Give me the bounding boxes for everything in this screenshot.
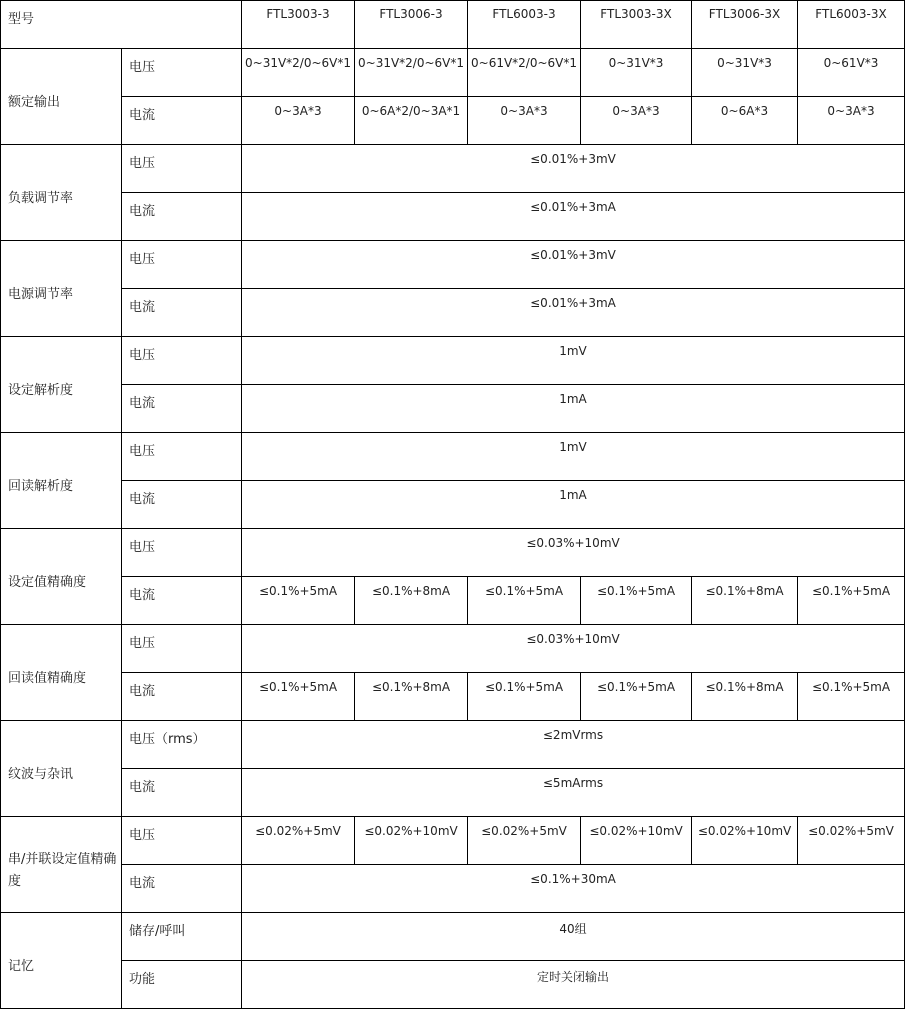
spec-category: 纹波与杂讯 [1, 721, 122, 817]
spec-category: 电源调节率 [1, 241, 122, 337]
spec-value: ≤0.02%+5mV [242, 817, 355, 865]
model-header: FTL6003-3 [468, 1, 581, 49]
spec-row [1, 577, 905, 625]
spec-value: ≤0.03%+10mV [242, 529, 905, 577]
spec-subitem: 电流 [122, 193, 242, 241]
spec-value: ≤0.1%+30mA [242, 865, 905, 913]
spec-value: ≤0.1%+5mA [242, 577, 355, 625]
spec-value: ≤0.1%+8mA [692, 673, 798, 721]
spec-row [1, 769, 905, 817]
spec-subitem: 电流 [122, 577, 242, 625]
spec-value: ≤0.1%+5mA [468, 673, 581, 721]
spec-row [1, 241, 905, 289]
spec-value: 0~6A*2/0~3A*1 [355, 97, 468, 145]
spec-subitem: 储存/呼叫 [122, 913, 242, 961]
spec-subitem: 电压 [122, 49, 242, 97]
spec-row [1, 385, 905, 433]
spec-value: 0~31V*2/0~6V*1 [355, 49, 468, 97]
spec-value: 定时关闭输出 [242, 961, 905, 1009]
spec-row [1, 961, 905, 1009]
spec-value: ≤0.01%+3mA [242, 289, 905, 337]
spec-value: ≤0.1%+5mA [798, 577, 905, 625]
spec-row [1, 145, 905, 193]
spec-subitem: 电压 [122, 145, 242, 193]
spec-subitem: 电流 [122, 97, 242, 145]
spec-value: ≤5mArms [242, 769, 905, 817]
spec-row [1, 913, 905, 961]
spec-category: 回读值精确度 [1, 625, 122, 721]
spec-value: ≤0.03%+10mV [242, 625, 905, 673]
spec-value: 0~31V*3 [692, 49, 798, 97]
spec-value: ≤0.02%+5mV [798, 817, 905, 865]
spec-value: 0~31V*2/0~6V*1 [242, 49, 355, 97]
spec-subitem: 电流 [122, 385, 242, 433]
spec-value: 1mV [242, 433, 905, 481]
header-row [1, 1, 905, 49]
spec-row [1, 481, 905, 529]
spec-category: 设定解析度 [1, 337, 122, 433]
spec-value: 0~3A*3 [798, 97, 905, 145]
spec-row [1, 289, 905, 337]
spec-subitem: 电压 [122, 817, 242, 865]
spec-table-body [1, 1, 905, 1009]
spec-subitem: 电流 [122, 673, 242, 721]
spec-value: ≤0.02%+10mV [581, 817, 692, 865]
spec-row [1, 49, 905, 97]
spec-row [1, 865, 905, 913]
spec-subitem: 电压 [122, 337, 242, 385]
spec-subitem: 功能 [122, 961, 242, 1009]
spec-value: ≤0.01%+3mV [242, 145, 905, 193]
spec-subitem: 电流 [122, 289, 242, 337]
spec-value: 1mV [242, 337, 905, 385]
spec-value: ≤0.1%+5mA [242, 673, 355, 721]
spec-row [1, 625, 905, 673]
spec-value: ≤0.1%+5mA [581, 577, 692, 625]
spec-value: ≤0.01%+3mV [242, 241, 905, 289]
spec-value: ≤0.1%+8mA [355, 577, 468, 625]
model-header: FTL3006-3 [355, 1, 468, 49]
spec-value: 0~61V*2/0~6V*1 [468, 49, 581, 97]
spec-category: 串/并联设定值精确度 [1, 817, 122, 913]
header-label: 型号 [1, 1, 242, 49]
spec-value: 40组 [242, 913, 905, 961]
spec-value: 0~61V*3 [798, 49, 905, 97]
spec-subitem: 电压 [122, 625, 242, 673]
spec-category: 设定值精确度 [1, 529, 122, 625]
spec-value: ≤0.1%+8mA [355, 673, 468, 721]
spec-value: 0~3A*3 [581, 97, 692, 145]
spec-category: 额定输出 [1, 49, 122, 145]
spec-value: 0~31V*3 [581, 49, 692, 97]
spec-subitem: 电压 [122, 529, 242, 577]
spec-subitem: 电流 [122, 769, 242, 817]
model-header: FTL3006-3X [692, 1, 798, 49]
spec-value: 1mA [242, 481, 905, 529]
spec-category: 负载调节率 [1, 145, 122, 241]
model-header: FTL6003-3X [798, 1, 905, 49]
model-header: FTL3003-3 [242, 1, 355, 49]
spec-value: ≤0.1%+5mA [798, 673, 905, 721]
spec-subitem: 电压（rms） [122, 721, 242, 769]
spec-value: 0~6A*3 [692, 97, 798, 145]
spec-subitem: 电流 [122, 481, 242, 529]
spec-row [1, 337, 905, 385]
spec-value: ≤0.01%+3mA [242, 193, 905, 241]
model-header: FTL3003-3X [581, 1, 692, 49]
spec-value: ≤0.1%+5mA [581, 673, 692, 721]
spec-subitem: 电压 [122, 433, 242, 481]
spec-value: ≤0.1%+5mA [468, 577, 581, 625]
spec-subitem: 电流 [122, 865, 242, 913]
spec-value: ≤0.02%+5mV [468, 817, 581, 865]
spec-row [1, 721, 905, 769]
spec-row [1, 817, 905, 865]
spec-value: ≤0.1%+8mA [692, 577, 798, 625]
spec-category: 记忆 [1, 913, 122, 1009]
spec-value: 1mA [242, 385, 905, 433]
spec-category: 回读解析度 [1, 433, 122, 529]
spec-row [1, 193, 905, 241]
spec-value: 0~3A*3 [242, 97, 355, 145]
spec-row [1, 433, 905, 481]
spec-row [1, 529, 905, 577]
spec-value: 0~3A*3 [468, 97, 581, 145]
spec-row [1, 673, 905, 721]
spec-row [1, 97, 905, 145]
spec-value: ≤0.02%+10mV [692, 817, 798, 865]
spec-subitem: 电压 [122, 241, 242, 289]
spec-value: ≤2mVrms [242, 721, 905, 769]
spec-value: ≤0.02%+10mV [355, 817, 468, 865]
